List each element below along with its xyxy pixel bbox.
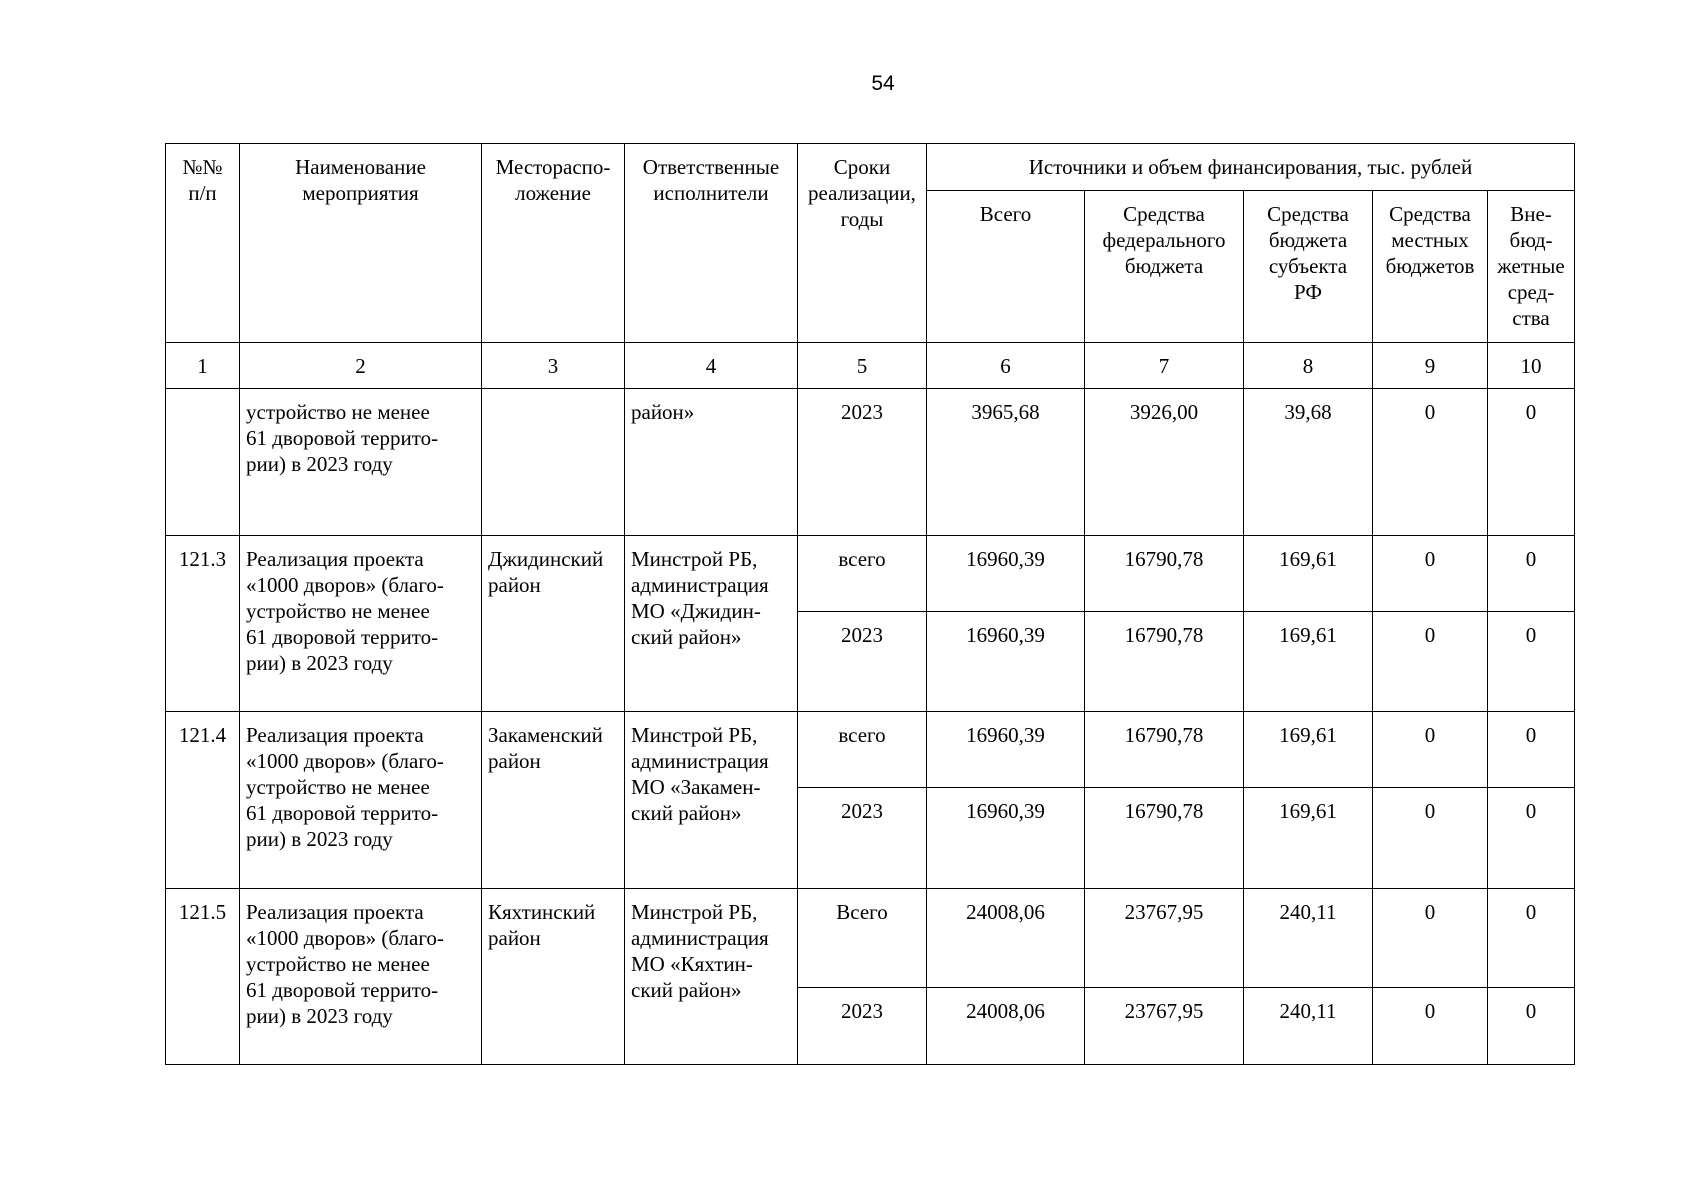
header-local: Средства местных бюджетов	[1373, 191, 1488, 343]
amount-federal: 23767,95	[1085, 889, 1244, 988]
amount-offbudget: 0	[1488, 536, 1575, 612]
event-name: Реализация проекта «1000 дворов» (благо- устройство не менее 61 дворовой террито- рии) в 2023 году	[240, 536, 482, 712]
location: Закаменский район	[482, 712, 625, 889]
header-no: №№ п/п	[166, 144, 240, 343]
continuation-row	[166, 389, 1575, 536]
header-location: Местораспо- ложение	[482, 144, 625, 343]
table-row	[166, 889, 1575, 988]
amount-local: 0	[1373, 788, 1488, 889]
term: 2023	[798, 988, 927, 1065]
row-number	[166, 389, 240, 536]
amount-federal: 16790,78	[1085, 712, 1244, 788]
amount-federal: 16790,78	[1085, 788, 1244, 889]
amount-subject: 169,61	[1244, 536, 1373, 612]
row-number: 121.3	[166, 536, 240, 712]
header-financing: Источники и объем финансирования, тыс. рублей	[927, 144, 1575, 191]
column-number: 6	[927, 343, 1085, 389]
column-number: 9	[1373, 343, 1488, 389]
amount-subject: 169,61	[1244, 788, 1373, 889]
amount-local: 0	[1373, 389, 1488, 536]
amount-federal: 16790,78	[1085, 612, 1244, 712]
financing-table	[165, 143, 1575, 1065]
amount-total: 24008,06	[927, 889, 1085, 988]
table-row	[166, 536, 1575, 612]
amount-total: 16960,39	[927, 788, 1085, 889]
term: 2023	[798, 612, 927, 712]
responsible: Минстрой РБ, администрация МО «Кяхтин- ский район»	[625, 889, 798, 1065]
amount-local: 0	[1373, 712, 1488, 788]
column-number-row	[166, 343, 1575, 389]
amount-total: 16960,39	[927, 612, 1085, 712]
event-name: Реализация проекта «1000 дворов» (благо- устройство не менее 61 дворовой террито- рии) в 2023 году	[240, 889, 482, 1065]
amount-offbudget: 0	[1488, 612, 1575, 712]
page-number: 54	[871, 72, 895, 95]
amount-subject: 39,68	[1244, 389, 1373, 536]
amount-federal: 3926,00	[1085, 389, 1244, 536]
amount-total: 3965,68	[927, 389, 1085, 536]
term: всего	[798, 712, 927, 788]
term: всего	[798, 536, 927, 612]
amount-local: 0	[1373, 536, 1488, 612]
column-number: 4	[625, 343, 798, 389]
event-name: устройство не менее 61 дворовой террито- рии) в 2023 году	[240, 389, 482, 536]
responsible: район»	[625, 389, 798, 536]
header-subject: Средства бюджета субъекта РФ	[1244, 191, 1373, 343]
term: Всего	[798, 889, 927, 988]
term: 2023	[798, 389, 927, 536]
event-name: Реализация проекта «1000 дворов» (благо- устройство не менее 61 дворовой террито- рии) в 2023 году	[240, 712, 482, 889]
header-federal: Средства федерального бюджета	[1085, 191, 1244, 343]
amount-offbudget: 0	[1488, 788, 1575, 889]
header-terms: Сроки реализации, годы	[798, 144, 927, 343]
column-number: 2	[240, 343, 482, 389]
responsible: Минстрой РБ, администрация МО «Джидин- ский район»	[625, 536, 798, 712]
responsible: Минстрой РБ, администрация МО «Закамен- ский район»	[625, 712, 798, 889]
amount-local: 0	[1373, 612, 1488, 712]
header-name: Наименование мероприятия	[240, 144, 482, 343]
header-responsible: Ответственные исполнители	[625, 144, 798, 343]
location	[482, 389, 625, 536]
column-number: 10	[1488, 343, 1575, 389]
amount-offbudget: 0	[1488, 889, 1575, 988]
amount-subject: 169,61	[1244, 612, 1373, 712]
amount-federal: 23767,95	[1085, 988, 1244, 1065]
location: Джидинский район	[482, 536, 625, 712]
amount-federal: 16790,78	[1085, 536, 1244, 612]
row-number: 121.4	[166, 712, 240, 889]
amount-total: 16960,39	[927, 712, 1085, 788]
amount-local: 0	[1373, 988, 1488, 1065]
row-number: 121.5	[166, 889, 240, 1065]
column-number: 1	[166, 343, 240, 389]
column-number: 5	[798, 343, 927, 389]
header-row	[166, 144, 1575, 191]
amount-subject: 240,11	[1244, 988, 1373, 1065]
column-number: 3	[482, 343, 625, 389]
header-offbudget: Вне- бюд- жетные сред- ства	[1488, 191, 1575, 343]
amount-subject: 240,11	[1244, 889, 1373, 988]
table-row	[166, 712, 1575, 788]
amount-offbudget: 0	[1488, 988, 1575, 1065]
amount-total: 16960,39	[927, 536, 1085, 612]
header-total: Всего	[927, 191, 1085, 343]
location: Кяхтинский район	[482, 889, 625, 1065]
amount-total: 24008,06	[927, 988, 1085, 1065]
amount-subject: 169,61	[1244, 712, 1373, 788]
term: 2023	[798, 788, 927, 889]
amount-offbudget: 0	[1488, 712, 1575, 788]
amount-offbudget: 0	[1488, 389, 1575, 536]
amount-local: 0	[1373, 889, 1488, 988]
column-number: 7	[1085, 343, 1244, 389]
column-number: 8	[1244, 343, 1373, 389]
